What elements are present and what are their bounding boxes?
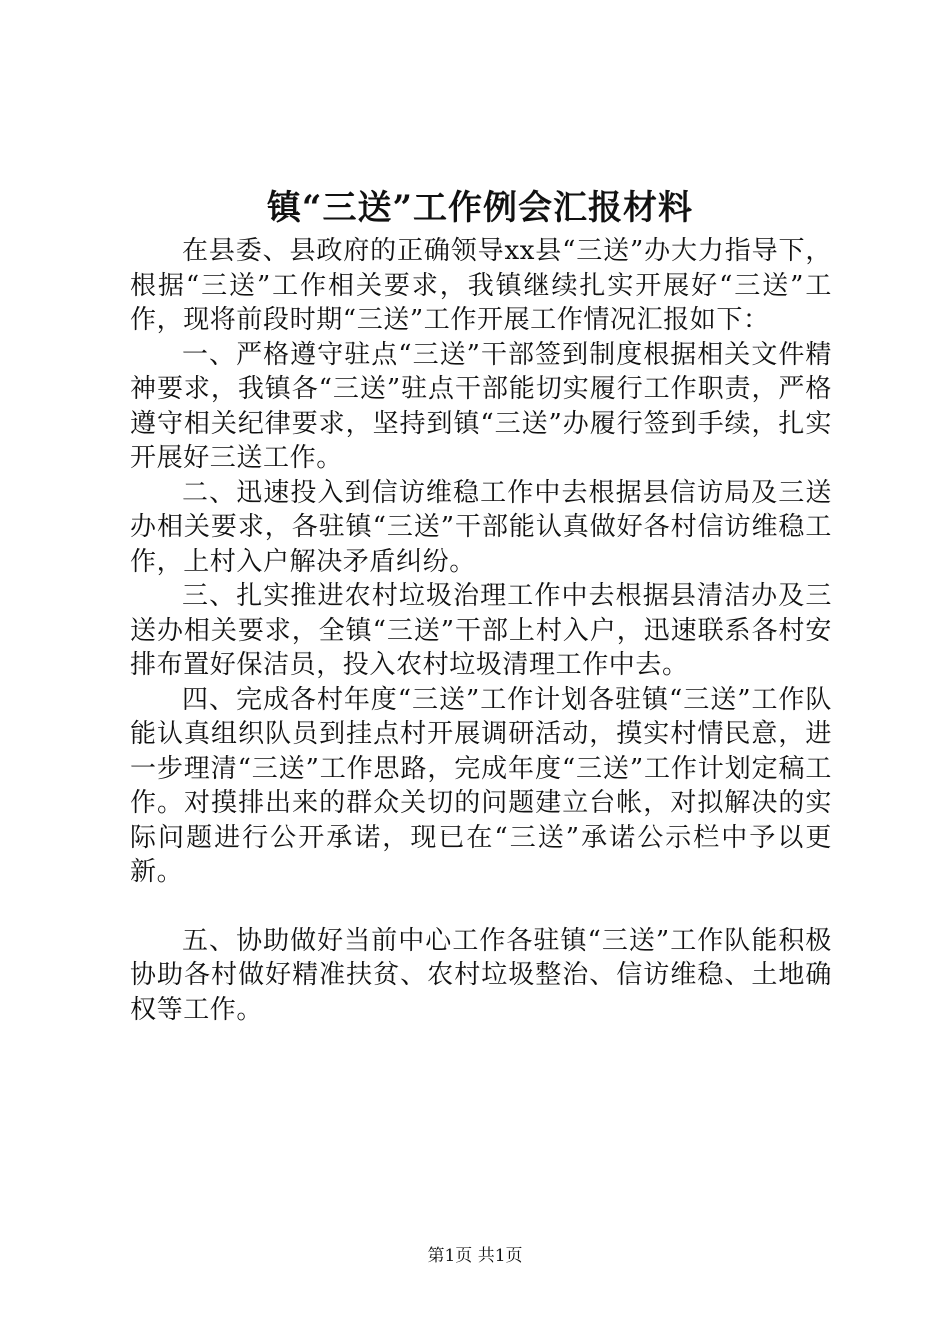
page-number-footer: 第1页 共1页 [427,1246,523,1266]
paragraph-item-3: 三、扎实推进农村垃圾治理工作中去根据县清洁办及三送办相关要求，全镇“三送”干部上村入户，迅速联系各村安排布置好保洁员，投入农村垃圾清理工作中去。 [130,581,832,680]
document-title: 镇“三送”工作例会汇报材料 [266,188,694,228]
paragraph-item-4: 四、完成各村年度“三送”工作计划各驻镇“三送”工作队能认真组织队员到挂点村开展调研活动，摸实村情民意，进一步理清“三送”工作思路，完成年度“三送”工作计划定稿工作。对摸排出来的群众关切的问题建立台帐，对拟解决的实际问题进行公开承诺，现已在“三送”承诺公示栏中予以更新。 [130,684,832,887]
paragraph-item-5: 五、协助做好当前中心工作各驻镇“三送”工作队能积极协助各村做好精准扶贫、农村垃圾整治、信访维稳、土地确权等工作。 [130,925,832,1025]
document-body [130,234,832,1027]
paragraph-intro: 在县委、县政府的正确领导xx县“三送”办大力指导下，根据“三送”工作相关要求，我镇继续扎实开展好“三送”工作，现将前段时期“三送”工作开展工作情况汇报如下： [130,236,832,335]
paragraph-item-2: 二、迅速投入到信访维稳工作中去根据县信访局及三送办相关要求，各驻镇“三送”干部能认真做好各村信访维稳工作，上村入户解决矛盾纠纷。 [130,477,832,577]
paragraph-item-1: 一、严格遵守驻点“三送”干部签到制度根据相关文件精神要求，我镇各“三送”驻点干部能切实履行工作职责，严格遵守相关纪律要求，坚持到镇“三送”办履行签到手续，扎实开展好三送工作。 [130,339,832,473]
